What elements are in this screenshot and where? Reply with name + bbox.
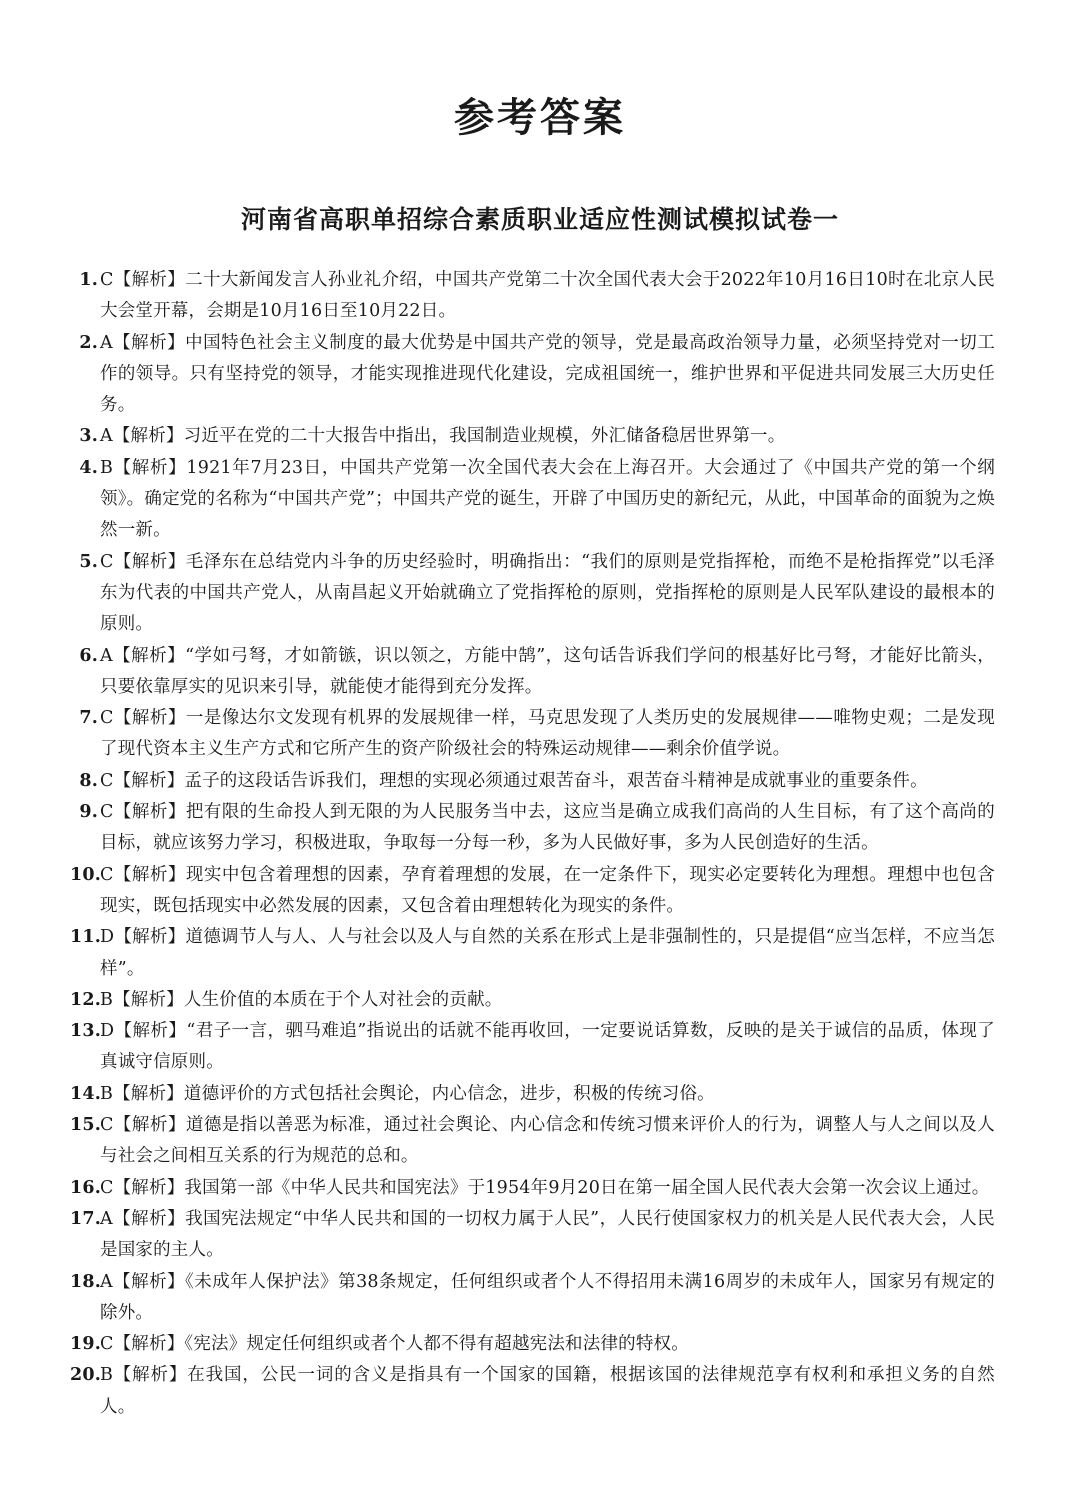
answer-choice: C — [100, 270, 114, 290]
answer-choice: C — [100, 708, 114, 729]
analysis-text: 人生价值的本质在于个人对社会的贡献。 — [183, 989, 503, 1010]
analysis-tag: 【解析】 — [113, 1115, 186, 1136]
page-title: 参考答案 — [454, 95, 626, 141]
analysis-tag: 【解析】 — [114, 927, 186, 948]
analysis-text: 《宪法》规定任何组织或者个人都不得有超越宪法和法律的特权。 — [184, 1334, 689, 1355]
answer-choice: D — [100, 927, 115, 948]
analysis-text: 现实中包含着理想的因素，孕育着理想的发展，在一定条件下，现实必定要转化为理想。理想中也包含现实，既包括现实中必然发展的因素，又包含着由理想转化为现实的条件。 — [100, 864, 995, 916]
analysis-tag: 【解析】 — [113, 551, 186, 572]
analysis-tag: 【解析】 — [113, 1334, 185, 1355]
answer-choice: A — [100, 426, 113, 447]
answer-item — [70, 985, 995, 1016]
answer-number: 17. — [70, 1208, 102, 1229]
analysis-tag: 【解析】 — [113, 1177, 185, 1198]
answer-choice: C — [100, 1334, 114, 1355]
answer-number: 2. — [79, 332, 98, 353]
answer-choice: B — [100, 457, 114, 478]
answer-number: 14. — [70, 1083, 102, 1104]
analysis-tag: 【解析】 — [113, 457, 187, 478]
answer-choice: A — [100, 1208, 113, 1229]
analysis-tag: 【解析】 — [113, 989, 184, 1010]
answer-number: 4. — [79, 457, 98, 478]
answer-item — [70, 860, 995, 923]
analysis-text: 我国第一部《中华人民共和国宪法》于1954年9月20日在第一届全国人民代表大会第一次会议上通过。 — [184, 1177, 990, 1198]
answer-item — [70, 922, 995, 985]
analysis-text: 在我国，公民一词的含义是指具有一个国家的国籍，根据该国的法律规范享有权利和承担义务的自然人。 — [100, 1365, 995, 1417]
answer-item — [70, 265, 995, 328]
answer-item — [70, 797, 995, 860]
answer-item — [70, 1079, 995, 1110]
answer-list — [70, 265, 995, 1423]
analysis-text: 1921年7月23日，中国共产党第一次全国代表大会在上海召开。大会通过了《中国共产党的第一个纲领》。确定党的名称为“中国共产党”；中国共产党的诞生，开辟了中国历史的新纪元，从此，中国革命的面貌为之焕然一新。 — [100, 457, 995, 541]
answer-number: 7. — [79, 708, 98, 729]
answer-item — [70, 766, 995, 797]
answer-choice: D — [100, 1021, 115, 1042]
answer-item — [70, 641, 995, 704]
answer-item — [70, 1173, 995, 1204]
answer-number: 15. — [70, 1115, 102, 1136]
answer-number: 13. — [70, 1021, 102, 1042]
answer-item — [70, 547, 995, 641]
answer-number: 5. — [79, 551, 98, 572]
analysis-text: 习近平在党的二十大报告中指出，我国制造业规模，外汇储备稳居世界第一。 — [183, 426, 786, 447]
answer-choice: C — [100, 1177, 114, 1198]
answer-number: 11. — [70, 927, 102, 948]
answer-number: 3. — [79, 426, 98, 447]
answer-choice: C — [100, 1115, 114, 1136]
analysis-text: 《未成年人保护法》第38条规定，任何组织或者个人不得招用未满16周岁的未成年人，国家另有规定的除外。 — [100, 1271, 995, 1323]
analysis-text: 道德是指以善恶为标准，通过社会舆论、内心信念和传统习惯来评价人的行为，调整人与人之间以及人与社会之间相互关系的行为规范的总和。 — [100, 1115, 995, 1167]
answer-number: 6. — [79, 645, 98, 666]
analysis-text: 中国特色社会主义制度的最大优势是中国共产党的领导，党是最高政治领导力量，必须坚持党对一切工作的领导。只有坚持党的领导，才能实现推进现代化建设，完成祖国统一，维护世界和平促进共同发展三大历史任务。 — [100, 332, 995, 416]
analysis-tag: 【解析】 — [112, 426, 184, 447]
answer-item — [70, 328, 995, 422]
analysis-tag: 【解析】 — [112, 1208, 186, 1229]
analysis-tag: 【解析】 — [113, 270, 186, 290]
analysis-text: 二十大新闻发言人孙业礼介绍，中国共产党第二十次全国代表大会于2022年10月16日10时在北京人民大会堂开幕，会期是10月16日至10月22日。 — [100, 270, 995, 322]
answer-number: 9. — [79, 802, 98, 823]
analysis-tag: 【解析】 — [112, 645, 186, 666]
analysis-tag: 【解析】 — [113, 802, 186, 823]
analysis-text: 道德调节人与人、人与社会以及人与自然的关系在形式上是非强制性的，只是提倡“应当怎样，不应当怎样”。 — [100, 927, 995, 979]
analysis-text: 孟子的这段话告诉我们，理想的实现必须通过艰苦奋斗，艰苦奋斗精神是成就事业的重要条件。 — [184, 770, 928, 791]
analysis-text: 道德评价的方式包括社会舆论，内心信念，进步，积极的传统习俗。 — [183, 1083, 715, 1104]
analysis-text: 毛泽东在总结党内斗争的历史经验时，明确指出：“我们的原则是党指挥枪，而绝不是枪指挥党”以毛泽东为代表的中国共产党人，从南昌起义开始就确立了党指挥枪的原则，党指挥枪的原则是人民军队建设的最根本的原则。 — [100, 551, 995, 635]
answer-item — [70, 1016, 995, 1079]
analysis-tag: 【解析】 — [114, 1021, 187, 1042]
analysis-tag: 【解析】 — [113, 1365, 188, 1386]
answer-choice: B — [100, 989, 114, 1010]
answer-item — [70, 1267, 995, 1330]
analysis-tag: 【解析】 — [112, 332, 186, 353]
answer-number: 10. — [70, 864, 102, 885]
answer-item — [70, 421, 995, 452]
answer-item — [70, 1360, 995, 1423]
analysis-text: 我国宪法规定“中华人民共和国的一切权力属于人民”，人民行使国家权力的机关是人民代表大会，人民是国家的主人。 — [100, 1208, 995, 1261]
answer-choice: A — [100, 645, 113, 666]
analysis-text: 一是像达尔文发现有机界的发展规律一样，马克思发现了人类历史的发展规律——唯物史观；二是发现了现代资本主义生产方式和它所产生的资产阶级社会的特殊运动规律——剩余价值学说。 — [100, 708, 995, 760]
answer-choice: C — [100, 864, 114, 885]
analysis-tag: 【解析】 — [113, 708, 186, 729]
analysis-text: “君子一言，驷马难追”指说出的话就不能再收回，一定要说话算数，反映的是关于诚信的品质，体现了真诚守信原则。 — [100, 1021, 995, 1073]
answer-choice: C — [100, 802, 114, 823]
analysis-tag: 【解析】 — [113, 864, 186, 885]
answer-item — [70, 1204, 995, 1267]
exam-subtitle: 河南省高职单招综合素质职业适应性测试模拟试卷一 — [240, 205, 839, 234]
answer-item — [70, 1110, 995, 1173]
answer-choice: B — [100, 1083, 114, 1104]
answer-choice: A — [100, 332, 113, 353]
answer-choice: A — [100, 1271, 113, 1292]
answer-item — [70, 703, 995, 766]
answer-number: 1. — [79, 270, 98, 290]
answer-number: 19. — [70, 1334, 102, 1355]
answer-choice: C — [100, 770, 114, 791]
analysis-tag: 【解析】 — [113, 1083, 184, 1104]
answer-number: 12. — [70, 989, 102, 1010]
analysis-text: “学如弓弩，才如箭镞，识以领之，方能中鹄”，这句话告诉我们学问的根基好比弓弩，才能好比箭头，只要依靠厚实的见识来引导，就能使才能得到充分发挥。 — [100, 645, 995, 697]
analysis-tag: 【解析】 — [112, 1271, 186, 1292]
analysis-text: 把有限的生命投人到无限的为人民服务当中去，这应当是确立成我们高尚的人生目标，有了这个高尚的目标，就应该努力学习，积极进取，争取每一分每一秒，多为人民做好事，多为人民创造好的生活。 — [100, 802, 995, 854]
answer-number: 8. — [79, 770, 98, 791]
answer-item — [70, 1329, 995, 1360]
answer-choice: B — [100, 1365, 114, 1386]
answer-number: 18. — [70, 1271, 102, 1292]
answer-item — [70, 453, 995, 547]
analysis-tag: 【解析】 — [113, 770, 185, 791]
answer-choice: C — [100, 551, 114, 572]
answer-number: 16. — [70, 1177, 102, 1198]
answer-number: 20. — [70, 1365, 102, 1386]
